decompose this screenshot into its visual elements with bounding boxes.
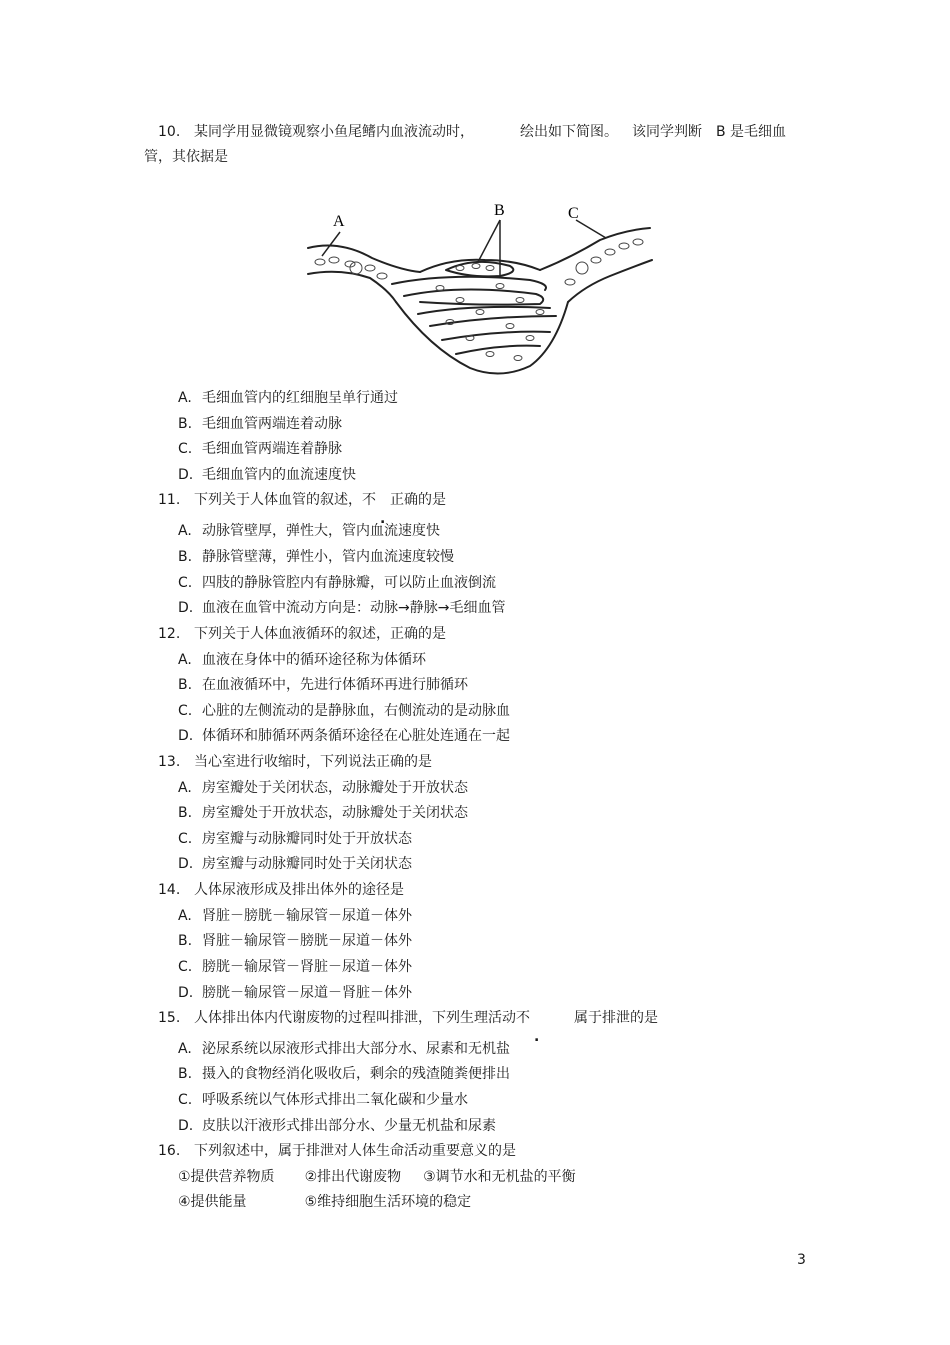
q13-option-d[interactable]: D. 房室瓣与动脉瓣同时处于关闭状态 [178,856,412,872]
vessel-a-lower-wall [308,272,396,302]
q16-item: ①提供营养物质 [178,1169,275,1185]
q14-option-a[interactable]: A. 肾脏－膀胱－输尿管－尿道－体外 [178,908,412,924]
q16-items-row1 [178,1168,576,1186]
q13-option-c[interactable]: C. 房室瓣与动脉瓣同时处于开放状态 [178,831,412,847]
label-b: B [494,202,505,219]
page-number: 3 [797,1252,806,1268]
q15-stem: 15. 人体排出体内代谢废物的过程叫排泄，下列生理活动不 属于排泄的是 [158,1010,658,1026]
q15-option-a[interactable]: A. 泌尿系统以尿液形式排出大部分水、尿素和无机盐 [178,1041,510,1057]
vessel-c-upper-wall [540,228,650,270]
q16-item: ⑤维持细胞生活环境的稳定 [304,1194,472,1210]
q10-option-d[interactable]: D. 毛细血管内的血流速度快 [178,467,356,483]
q11-option-d[interactable]: D. 血液在血管中流动方向是：动脉→静脉→毛细血管 [178,600,506,616]
q12-stem: 12. 下列关于人体血液循环的叙述，正确的是 [158,626,446,642]
q10-option-c[interactable]: C. 毛细血管两端连着静脉 [178,441,342,457]
q10-text-a: 某同学用显微镜观察小鱼尾鳍内血液流动时， [194,124,474,140]
q10-text-c: 该同学判断 [632,124,702,140]
q16-item: ④提供能量 [178,1194,247,1210]
q10-stem [158,123,786,141]
q12-option-d[interactable]: D. 体循环和肺循环两条循环途径在心脏处连通在一起 [178,728,510,744]
label-c: C [568,205,579,222]
q16-stem: 16. 下列叙述中，属于排泄对人体生命活动重要意义的是 [158,1143,516,1159]
q10-option-a[interactable]: A. 毛细血管内的红细胞呈单行通过 [178,390,398,406]
q10-text-d: B 是毛细血 [716,124,787,140]
q15-option-c[interactable]: C. 呼吸系统以气体形式排出二氧化碳和少量水 [178,1092,468,1108]
q11-option-a[interactable]: A. 动脉管壁厚，弹性大，管内血流速度快 [178,523,440,539]
q10-text-b: 绘出如下简图。 [520,124,618,140]
q14-option-b[interactable]: B. 肾脏－输尿管－膀胱－尿道－体外 [178,933,412,949]
q13-stem: 13. 当心室进行收缩时，下列说法正确的是 [158,754,432,770]
q11-option-c[interactable]: C. 四肢的静脉管腔内有静脉瓣，可以防止血液倒流 [178,575,496,591]
q10-number: 10. [158,124,181,140]
q13-option-a[interactable]: A. 房室瓣处于关闭状态，动脉瓣处于开放状态 [178,780,468,796]
q10-stem-continued: 管，其依据是 [144,149,228,165]
capillary-diagram [300,198,660,380]
q14-stem: 14. 人体尿液形成及排出体外的途径是 [158,882,404,898]
label-a: A [333,213,345,230]
vessel-a-upper-wall [308,246,420,272]
q12-option-a[interactable]: A. 血液在身体中的循环途径称为体循环 [178,652,426,668]
q14-option-c[interactable]: C. 膀胱－输尿管－肾脏－尿道－体外 [178,959,412,975]
capillary-inner-6 [456,346,540,354]
q11-stem: 11. 下列关于人体血管的叙述，不 正确的是 [158,492,446,508]
q12-option-b[interactable]: B. 在血液循环中，先进行体循环再进行肺循环 [178,677,468,693]
q11-option-b[interactable]: B. 静脉管壁薄，弹性小，管内血流速度较慢 [178,549,454,565]
vessel-c-lower-wall [568,260,652,302]
q12-option-c[interactable]: C. 心脏的左侧流动的是静脉血，右侧流动的是动脉血 [178,703,510,719]
capillary-inner-1 [392,277,546,290]
q15-option-b[interactable]: B. 摄入的食物经消化吸收后，剩余的残渣随粪便排出 [178,1066,510,1082]
q16-item: ③调节水和无机盐的平衡 [423,1169,576,1185]
q16-items-row2 [178,1193,471,1211]
q16-item: ②排出代谢废物 [304,1169,402,1185]
q14-option-d[interactable]: D. 膀胱－输尿管－尿道－肾脏－体外 [178,985,412,1001]
q15-option-d[interactable]: D. 皮肤以汗液形式排出部分水、少量无机盐和尿素 [178,1118,496,1134]
q13-option-b[interactable]: B. 房室瓣处于开放状态，动脉瓣处于关闭状态 [178,805,468,821]
q10-option-b[interactable]: B. 毛细血管两端连着动脉 [178,416,342,432]
